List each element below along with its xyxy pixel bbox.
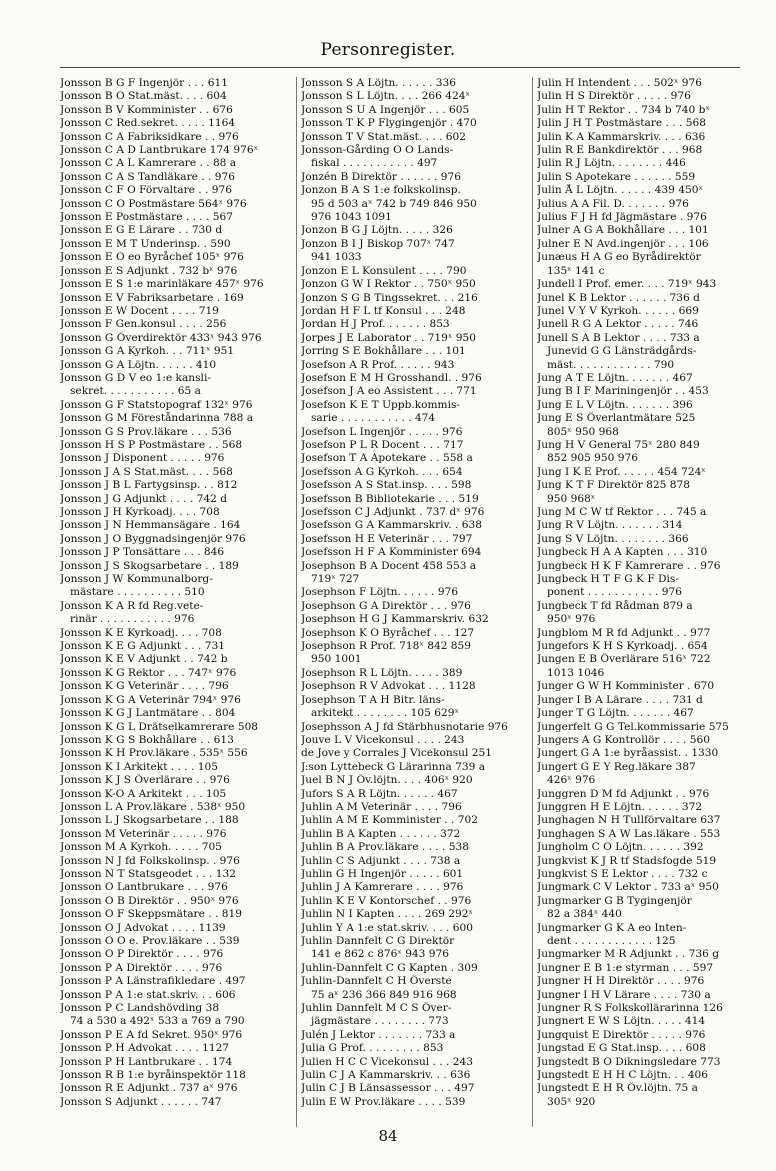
register-entry: Josefson K E T Uppb.kommis- [301,398,461,411]
register-entry: 135ˣ 141 c [547,264,605,277]
register-entry: Josefson T A Apotekare . . 558 a [301,452,473,465]
register-entry: Josephson B A Docent 458 553 a [301,559,477,572]
register-entry: mästare . . . . . . . . . . 510 [70,586,205,599]
register-entry: Julner A G A Bokhållare . . . 101 [537,224,709,237]
register-entry: Josephson R Prof. 718ˣ 842 859 [301,640,472,653]
register-entry: Jonsson P C Landshövding 38 [60,1002,220,1015]
register-entry: Julin S Apotekare . . . . . . 559 [537,170,696,183]
register-entry: Juhlin A M E Komminister . . 702 [301,814,478,827]
register-entry: Jung E L V Löjtn. . . . . . . 396 [537,398,693,411]
register-entry: Jonsson J S Skogsarbetare . . 189 [60,559,239,572]
register-entry: Jungers A G Kontrollör . . . . 560 [537,733,710,746]
register-entry: Jonzon E L Konsulent . . . . 790 [301,264,467,277]
register-entry: Jouve L V Vicekonsul . . . . 243 [301,733,465,746]
register-entry: 852 905 950 976 [547,452,638,465]
register-entry: Jungner R S Folkskollärarinna 126 [537,1002,723,1015]
register-entry: Jonsson C Red.sekret. . . . . 1164 [60,117,236,130]
register-entry: 950 1001 [311,653,362,666]
register-entry: fiskal . . . . . . . . . . . 497 [311,157,438,170]
register-entry: Jonsson C A L Kamrerare . . 88 a [60,157,237,170]
register-entry: 82 a 384ˣ 440 [547,908,622,921]
register-entry: Jungbeck H A A Kapten . . . 310 [537,546,708,559]
register-entry: Juhlin J A Kamrerare . . . . 976 [301,881,464,894]
register-entry: Jonsson J Disponent . . . . . 976 [60,452,225,465]
register-entry: Julien H C C Vicekonsul . . . 243 [301,1055,473,1068]
register-entry: 95 d 503 aˣ 742 b 749 846 950 [311,197,477,210]
register-entry: Juhlin A M Veterinär . . . . 796 [301,800,462,813]
register-entry: Jonsson C A D Lantbrukare 174 976ˣ [60,144,259,157]
register-entry: Josephson G A Direktör . . . 976 [301,599,471,612]
register-entry: Jonsson C O Postmästare 564ˣ 976 [60,197,247,210]
register-entry: Junæus H A G eo Byrådirektör [537,251,701,264]
register-entry: Julin H T Rektor . . 734 b 740 bˣ [537,103,710,116]
register-entry: Jungerfelt G G Tel.kommissarie 575 [537,720,729,733]
register-entry: Josefsson G A Kammarskriv. . 638 [301,519,482,532]
register-entry: Jonsson B G F Ingenjör . . . 611 [60,77,228,89]
register-entry: Jonsson K H Prov.läkare . 535ˣ 556 [60,747,248,760]
register-entry: Jonsson J A S Stat.mäst. . . . 568 [60,465,233,478]
register-entry: Josefson A R Prof. . . . . . 943 [301,358,455,371]
register-entry: Jonsson K G J Lantmätare . . 804 [60,707,236,720]
register-entry: Jungstedt B O Dikningsledare 773 [537,1055,721,1068]
register-entry: Jungnert E W S Löjtn. . . . . 414 [537,1015,706,1028]
register-entry: Jonsson G A Kyrkoh. . . 711ˣ 951 [60,345,235,358]
register-entry: Julner E N Avd.ingenjör . . . 106 [537,237,709,250]
register-entry: 141 e 862 c 876ˣ 943 976 [311,948,449,961]
register-entry: Jundell I Prof. emer. . . . 719ˣ 943 [537,278,717,291]
register-entry: Julin H Intendent . . . 502ˣ 976 [537,77,702,89]
register-entry: Jonsson K G S Bokhållare . . 613 [60,733,234,746]
register-entry: 976 1043 1091 [311,211,392,224]
register-entry: Jonsson O J Advokat . . . . 1139 [60,921,226,934]
register-entry: Josefsson A G Kyrkoh. . . . 654 [301,465,463,478]
register-entry: Junggren H E Löjtn. . . . . . 372 [537,800,703,813]
register-entry: ponent . . . . . . . . . . . 976 [547,586,683,599]
register-entry: Julin J H T Postmästare . . . 568 [537,117,706,130]
register-entry: Josefsson A S Stat.insp. . . . 598 [301,479,472,492]
register-entry: Junevid G G Länsträdgårds- [547,345,697,358]
register-entry: Jonsson E S Adjunkt . 732 bˣ 976 [60,264,238,277]
register-entry: Jung B I F Mariningenjör . . 453 [537,385,709,398]
register-entry: Juhlin G H Ingenjör . . . . . 601 [301,867,464,880]
register-entry: 950 968ˣ [547,492,596,505]
register-entry: Jung I K E Prof. . . . . . 454 724ˣ [537,465,706,478]
register-entry: Jonsson P A Direktör . . . . 976 [60,961,223,974]
register-entry: Julin R J Löjtn. . . . . . . . 446 [537,157,686,170]
register-entry: Juhlin K E V Kontorschef . . 976 [301,894,472,907]
register-entry: Jonsson J W Kommunalborg- [60,573,213,586]
register-entry: Jonsson G M Föreståndarinna 788 a [60,412,254,425]
register-entry: Jungner H H Direktör . . . . 976 [537,975,705,988]
register-entry: Jonsson J G Adjunkt . . . . 742 d [60,492,228,505]
register-entry: dent . . . . . . . . . . . . 125 [547,935,676,947]
register-entry: Jonsson K J S Överlärare . . 976 [60,774,230,787]
register-entry: Jung H V General 75ˣ 280 849 [537,438,700,451]
register-entry: Jungstad E G Stat.insp. . . . 608 [537,1042,706,1055]
register-entry: Julin K A Kammarskriv. . . . 636 [537,130,706,143]
register-entry: Junell R G A Lektor . . . . . 746 [537,318,699,331]
register-column-3 [537,77,767,1109]
register-entry: Josephson F Löjtn. . . . . . 976 [301,586,459,599]
register-entry: Jonsson S L Löjtn. . . . 266 424ˣ [301,90,470,103]
register-entry: Jonsson E G E Lärare . . 730 d [60,224,223,237]
register-entry: Jufors S A R Löjtn. . . . . . 467 [301,787,458,800]
register-entry: Jonzon B I J Biskop 707ˣ 747 [301,237,455,250]
register-entry: Julin R E Bankdirektör . . . 968 [537,144,703,157]
register-entry: Jonzon S G B Tingssekret. . . 216 [301,291,478,304]
register-entry: Junel V Y V Kyrkoh. . . . . . 669 [537,304,699,317]
register-entry: Jonsson S U A Ingenjör . . . 605 [301,103,470,116]
register-entry: Jungstedt E H H C Löjtn. . . 406 [537,1069,709,1082]
register-entry: Jonsson O O e. Prov.läkare . . 539 [60,935,240,947]
register-entry: arkitekt . . . . . . . . 105 629ˣ [311,707,459,720]
register-entry: Jonsson C F O Förvaltare . . 976 [60,184,232,197]
register-entry: Jungmarker G B Tygingenjör [537,894,692,907]
register-entry: Jorring S E Bokhållare . . . 101 [301,345,466,358]
register-entry: Jonsson J H Kyrkoadj. . . . 708 [60,506,220,518]
register-entry: Jonsson E V Fabriksarbetare . 169 [60,291,244,304]
register-entry: Jonsson G S Prov.läkare . . . 536 [60,425,232,438]
register-entry: Josephson T A H Bitr. läns- [301,693,445,706]
register-entry: Jonsson J B L Fartygsinsp. . . 812 [60,479,238,492]
register-entry: Josefsson H E Veterinär . . . 797 [301,532,473,545]
register-entry: Jonsson F Gen.konsul . . . . 256 [60,318,227,331]
register-column-2 [301,77,531,1109]
register-entry: Jonsson G F Statstopograf 132ˣ 976 [60,398,253,411]
register-entry: Jungert G A 1:e byråassist. . 1330 [537,747,719,760]
register-entry: Juhlin C S Adjunkt . . . . 738 a [301,854,461,867]
register-entry: Josefsson H F A Komminister 694 [301,546,482,559]
register-entry: Jonsson E M T Underinsp. . 590 [60,237,231,250]
register-entry: Jungmark C V Lektor . 733 aˣ 950 [537,881,719,894]
register-entry: Jonzon G W I Rektor . . 750ˣ 950 [301,278,476,291]
register-entry: Junger T G Löjtn. . . . . . . 467 [537,707,694,720]
register-entry: Jonsson C A Fabriksidkare . . 976 [60,130,239,143]
register-entry: Jonsson B V Komminister . . 676 [60,103,233,116]
register-entry: Jung E S Överlantmätare 525 [537,412,696,425]
register-entry: 1013 1046 [547,666,605,679]
register-entry: Junger I B A Lärare . . . . 731 d [537,693,703,706]
register-entry: Jungefors K H S Kyrkoadj. . 654 [537,640,708,653]
register-entry: Josefsson B Bibliotekarie . . . 519 [301,492,479,505]
register-entry: Junger G W H Komminister . 670 [537,680,715,693]
page-number: 84 [378,1127,398,1145]
register-entry: Julin H S Direktör . . . . . 976 [537,90,691,103]
register-entry: Jungmarker M R Adjunkt . . 736 g [537,948,720,961]
page-title: Personregister. [320,40,456,60]
register-entry: 805ˣ 950 968 [547,425,619,438]
register-entry: 426ˣ 976 [547,774,596,787]
register-entry: Jonsson G D V eo 1:e kansli- [60,371,211,384]
register-entry: Jungert G E Y Reg.läkare 387 [537,760,696,773]
register-entry: Jonzon B G J Löjtn. . . . . 326 [301,224,453,237]
register-entry: mäst. . . . . . . . . . . . 790 [547,358,675,371]
register-entry: Jonsson K G L Drätselkamrerare 508 [60,720,259,733]
register-entry: Jorpes J E Laborator . . 719ˣ 950 [301,331,476,344]
register-entry: Julin C J A Kammarskriv. . . 636 [301,1069,471,1082]
register-entry: Julia G Prof. . . . . . . . . 853 [301,1042,444,1055]
register-entry: Jonsson H S P Postmästare . . 568 [60,438,243,451]
register-entry: rinär . . . . . . . . . . . 976 [70,613,195,626]
register-entry: Jungbeck H T F G K F Dis- [537,573,679,586]
register-entry: Jonsson K A R fd Reg.vete- [60,599,204,612]
register-entry: Julin E W Prov.läkare . . . . 539 [301,1095,466,1108]
register-entry: Jonzon B A S 1:e folkskolinsp. [301,184,461,197]
register-entry: Jonsson N T Statsgeodet . . . 132 [60,867,237,880]
register-entry: Jonsson K G Veterinär . . . . 796 [60,680,229,693]
register-entry: Jonsson O P Direktör . . . . 976 [60,948,224,961]
register-entry: Jonsson P A 1:e stat.skriv. . . 606 [60,988,236,1001]
register-entry: Juhlin Y A 1:e stat.skriv. . . . 600 [301,921,474,934]
register-entry: Jonsson K E G Adjunkt . . . 731 [60,640,225,653]
register-entry: J:son Lyttebeck G Lärarinna 739 a [301,760,486,773]
register-entry: Jungen E B Överlärare 516ˣ 722 [537,653,711,666]
register-entry: Josefson L Ingenjör . . . . . 976 [301,425,463,438]
register-entry: Jung S V Löjtn. . . . . . . . 366 [537,532,689,545]
register-entry: Jonsson P H Advokat . . . . 1127 [60,1042,230,1055]
register-entry: Jonsson P H Lantbrukare . . 174 [60,1055,233,1068]
register-entry: Jungquist E Direktör . . . . . 976 [537,1028,706,1041]
register-entry: Jonsson G Överdirektör 433ˣ 943 976 [60,331,262,344]
register-entry: Juhlin N I Kapten . . . . 269 292ˣ [301,908,474,921]
register-entry: Juhlin Dannfelt C G Direktör [301,935,455,947]
register-entry: Juhlin B A Prov.läkare . . . . 538 [301,841,469,854]
column-separator [532,77,533,1127]
register-entry: sarie . . . . . . . . . . . 474 [311,412,436,425]
register-entry: Jonsson K-O A Arkitekt . . . 105 [60,787,227,800]
register-entry: Josefsson C J Adjunkt . 737 dˣ 976 [301,506,485,518]
register-entry: Jonsson E Postmästare . . . . 567 [60,211,233,224]
register-entry: Josephsson A J fd Stärbhusnotarie 976 [301,720,508,733]
register-entry: Jonsson G A Löjtn. . . . . . 410 [60,358,217,371]
register-entry: Jonsson E O eo Byråchef 105ˣ 976 [60,251,244,264]
register-entry: Juhlin-Dannfelt C H Överste [301,975,452,988]
register-entry: Juhlin-Dannfelt C G Kapten . 309 [301,961,478,974]
register-entry: Jonsson R E Adjunkt . 737 aˣ 976 [60,1082,238,1095]
register-entry: Jungner E B 1:e styrman . . . 597 [537,961,714,974]
register-entry: Junghagen N H Tullförvaltare 637 [537,814,721,827]
register-entry: 75 aˣ 236 366 849 916 968 [311,988,457,1001]
register-entry: 74 a 530 a 492ˣ 533 a 769 a 790 [70,1015,245,1028]
register-entry: Jung R V Löjtn. . . . . . . 314 [537,519,683,532]
register-entry: Josefson E M H Grosshandl. . 976 [301,371,482,384]
register-entry: Jonsson O F Skeppsmätare . . 819 [60,908,242,921]
register-entry: Jonsson K I Arkitekt . . . . 105 [60,760,218,773]
register-entry: Julius F J H fd Jägmästare . 976 [537,211,707,224]
register-entry: Jonsson E W Docent . . . . 719 [60,304,219,317]
register-entry: Josephson K O Byråchef . . . 127 [301,626,475,639]
register-entry: Juhlin Dannfelt M C S Över- [301,1002,452,1015]
register-entry: Junggren D M fd Adjunkt . . 976 [537,787,710,800]
register-entry: Jonsson C A S Tandläkare . . 976 [60,170,235,183]
register-entry: Junell S A B Lektor . . . . 733 a [537,331,700,344]
register-entry: Jonsson L A Prov.läkare . 538ˣ 950 [60,800,246,813]
register-entry: Jonsson E S 1:e marinläkare 457ˣ 976 [60,278,264,291]
register-entry: Jonsson M Veterinär . . . . . 976 [60,827,227,840]
register-entry: Josephson R L Löjtn. . . . . 389 [301,666,463,679]
register-entry: Jungkvist S E Lektor . . . . 732 c [537,867,708,880]
register-entry: Jungner I H V Lärare . . . . 730 a [537,988,711,1001]
register-entry: Jonsson N J fd Folkskolinsp. . 976 [60,854,240,867]
register-entry: Juel B N J Öv.löjtn. . . . 406ˣ 920 [301,774,473,787]
register-column-1 [60,77,290,1109]
register-entry: Julin Å L Löjtn. . . . . . 439 450ˣ [537,184,703,197]
register-entry: Jonsson J O Byggnadsingenjör 976 [60,532,246,545]
register-entry: Jonsson O Lantbrukare . . . 976 [60,881,228,894]
register-entry: Jungmarker G K A eo Inten- [537,921,687,934]
register-entry: Jungkvist K J R tf Stadsfogde 519 [537,854,717,867]
register-entry: Jonsson S A Löjtn. . . . . . 336 [301,77,456,89]
register-entry: 305ˣ 920 [547,1095,596,1108]
register-entry: Josephson R V Advokat . . . 1128 [301,680,476,693]
register-entry: Josefson P L R Docent . . . 717 [301,438,464,451]
register-entry: Jonsson S Adjunkt . . . . . . 747 [60,1095,222,1108]
register-entry: Jordan H F L tf Konsul . . . 248 [301,304,466,317]
register-entry: Jonsson K G Rektor . . . 747ˣ 976 [60,666,237,679]
register-entry: Julin C J B Länsassessor . . . 497 [301,1082,475,1095]
register-entry: Jonsson-Gårding O O Lands- [301,144,454,157]
register-entry: Juhlin B A Kapten . . . . . . 372 [301,827,461,840]
register-entry: 941 1033 [311,251,362,264]
register-entry: de Jove y Corrales J Vicekonsul 251 [301,747,492,760]
register-entry: Jungholm C O Löjtn. . . . . . 392 [537,841,704,854]
register-entry: Jung A T E Löjtn. . . . . . . 467 [537,371,693,384]
register-entry: Jonsson O B Direktör . . 950ˣ 976 [60,894,239,907]
column-separator [296,77,297,1127]
register-entry: Jonsson T K P Flygingenjör . 470 [301,117,477,130]
register-entry: sekret. . . . . . . . . . . 65 a [70,385,201,398]
register-entry: Julius A A Fil. D. . . . . . . 976 [537,197,689,210]
register-entry: Julén J Lektor . . . . . . . 733 a [301,1028,456,1041]
header-rule [60,67,740,68]
register-entry: Jonsson K G A Veterinär 794ˣ 976 [60,693,241,706]
register-entry: Jonsson L J Skogsarbetare . . 188 [60,814,239,827]
register-entry: Jonzén B Direktör . . . . . . 976 [301,170,461,183]
register-entry: Jungbeck H K F Kamrerare . . 976 [537,559,721,572]
register-entry: Jonsson J N Hemmansägare . 164 [60,519,241,532]
register-entry: Jung K T F Direktör 825 878 [537,479,690,492]
register-entry: Junghagen S A W Las.läkare . 553 [537,827,721,840]
register-entry: 950ˣ 976 [547,613,596,626]
register-entry: 719ˣ 727 [311,573,360,586]
register-entry: Josefson J A eo Assistent . . . 771 [301,385,477,398]
register-entry: Josephson H G J Kammarskriv. 632 [301,613,489,626]
register-entry: Jonsson R B 1:e byråinspektör 118 [60,1069,246,1082]
register-entry: Jonsson K E V Adjunkt . . 742 b [60,653,228,666]
register-entry: Jungblom M R fd Adjunkt . . 977 [537,626,711,639]
register-entry: Jonsson K E Kyrkoadj. . . . 708 [60,626,222,639]
register-entry: Jordan H J Prof. . . . . . . 853 [301,318,450,331]
register-entry: Jungstedt E H R Öv.löjtn. 75 a [537,1082,698,1095]
register-entry: Jonsson B O Stat.mäst. . . . 604 [60,90,227,103]
register-entry: Jonsson J P Tonsättare . . . 846 [60,546,225,559]
register-entry: Jungbeck T fd Rådman 879 a [537,599,693,612]
register-entry: Junel K B Lektor . . . . . . 736 d [537,291,700,304]
register-entry: jägmästare . . . . . . . . 773 [311,1015,449,1028]
register-entry: Jonsson P E A fd Sekret. 950ˣ 976 [60,1028,243,1041]
register-entry: Jung M C W tf Rektor . . . 745 a [537,506,707,518]
register-entry: Jonsson M A Kyrkoh. . . . . 705 [60,841,222,854]
register-entry: Jonsson P A Länstrafikledare . 497 [60,975,246,988]
register-entry: Jonsson T V Stat.mäst. . . . 602 [301,130,467,143]
